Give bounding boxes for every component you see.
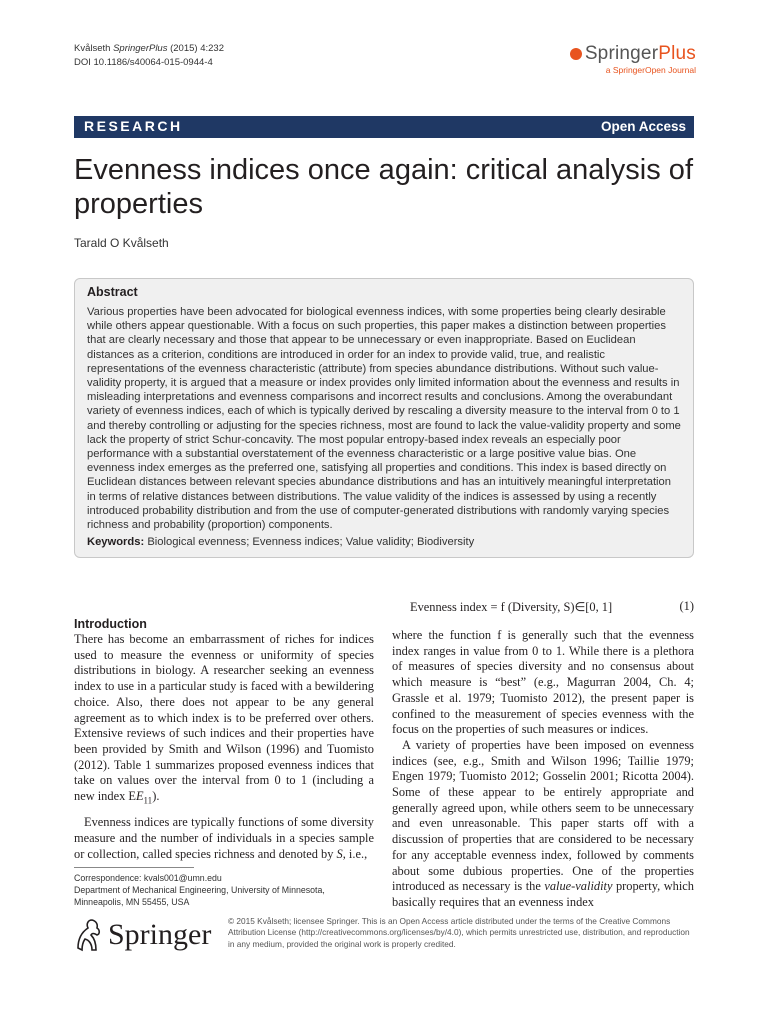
abstract-heading: Abstract <box>87 285 138 299</box>
intro-p2-text: Evenness indices are typically functions of some diversity measure and the number of individuals in a species sample or collection, called species richness and denoted by <box>74 815 374 861</box>
intro-p1-end: ). <box>152 789 160 804</box>
logo-tagline: a SpringerOpen Journal <box>605 65 696 75</box>
citation-header <box>74 42 224 70</box>
intro-p2-end: , i.e., <box>342 846 368 861</box>
equation-number: (1) <box>679 599 694 613</box>
license-text: © 2015 Kvålseth; licensee Springer. This is an Open Access article distributed under the terms of the Creative Commons Attribution License (http://creativecommons.org/licenses/by/4.0), which permits unrestricted use, distribution, and reproduction in any medium, provided the original work is properly credited. <box>228 916 690 949</box>
article-type-banner <box>74 116 694 138</box>
col2-p2-italic: value-validity <box>544 879 613 894</box>
col2-paragraph-1: where the function f is generally such that the evenness index ranges in value from 0 to 1. While there is a plethora of measures of species diversity and no consensus about which measure is “best” (e.g., Magurran 2004, Ch. 4; Grassle et al. 1979; Tuomisto 2012), the present paper is confined to the measurement of species evenness with the focus on the properties of such measures or indices. <box>392 628 694 737</box>
year-volume: (2015) 4:232 <box>170 43 224 54</box>
correspondence-dept: Department of Mechanical Engineering, University of Minnesota, <box>74 885 325 895</box>
logo-springer: Springer <box>584 43 659 64</box>
abstract-box <box>74 278 694 558</box>
intro-p2-var: S <box>336 846 343 861</box>
open-access-label: Open Access <box>600 119 686 134</box>
intro-paragraph-2 <box>74 815 374 862</box>
doi: DOI 10.1186/s40064-015-0944-4 <box>74 57 213 68</box>
intro-p1-text: There has become an embarrassment of riches for indices used to measure the evenness or uniformity of species distributions in biology. A researcher seeking an evenness index to use in a particular study is faced with a bewildering choice. Also, there does not appear to be any general agreement as to which index is to be preferred over others. Extensive reviews of such indices and their properties have been provided by Smith and Wilson (1996) and Tuomisto (2012). Table 1 summarizes proposed evenness indices that take on values over the interval from 0 to 1 (including a new index E <box>74 632 374 804</box>
intro-heading: Introduction <box>74 617 147 631</box>
keywords-list: Biological evenness; Evenness indices; Value validity; Biodiversity <box>147 536 475 549</box>
intro-p1-sub: 11 <box>143 795 153 806</box>
journal-name: SpringerPlus <box>113 43 168 54</box>
springerplus-logo <box>570 44 696 76</box>
springer-logo <box>74 918 211 952</box>
correspondence <box>74 867 374 908</box>
keywords-label: Keywords: <box>87 536 145 549</box>
col2-paragraph-2 <box>392 738 694 911</box>
correspondence-email: Correspondence: kvals001@umn.edu <box>74 873 222 883</box>
keywords <box>87 535 681 549</box>
article-title: Evenness indices once again: critical analysis of properties <box>74 154 693 220</box>
intro-paragraph-1: There has become an embarrassment of riches for indices used to measure the evenness or uniformity of species distributions in biology. A researcher seeking an evenness index to use in a particular study is faced with a bewildering choice. Also, there does not appear to be any general agreement as to which index is to be preferred over others. Extensive reviews of such indices and their properties have been provided by Smith and Wilson (1996) and Tuomisto (2012). Table 1 summarizes proposed evenness indices that take on values over the interval from 0 to 1 (including a new index $EE_{11}$). <box>74 632 374 806</box>
article-author: Tarald O Kvålseth <box>74 236 169 250</box>
equation-text: Evenness index = f (Diversity, S)∈[0, 1] <box>410 600 613 614</box>
left-column <box>74 616 374 862</box>
springer-horse-icon <box>74 918 102 952</box>
springer-wordmark: Springer <box>108 918 212 951</box>
correspondence-rule <box>74 867 194 868</box>
col2-p2-end: property, which basically requires that an evenness index <box>392 879 695 909</box>
author-short: Kvålseth <box>74 43 111 54</box>
equation-1 <box>410 599 694 615</box>
right-column <box>392 628 694 911</box>
col2-p2-text: A variety of properties have been imposed on evenness indices (see, e.g., Smith and Wilson 1996; Taillie 1979; Engen 1979; Tuomisto 2012; Gosselin 2001; Ricotta 2004). Some of these appear to be entirely appropriate and generally agreed upon, while others seem to be unnecessary and even unreasonable. This paper starts off with a discussion of properties that are considered to be necessary for any acceptable evenness index, followed by comments about some dubious properties. One of the properties introduced as necessary is the <box>392 737 694 894</box>
abstract-text: Various properties have been advocated for biological evenness indices, with some properties being clearly desirable while others appear questionable. With a focus on such properties, this paper makes a distinction between properties that are clearly necessary and those that appear to be unnecessary or even inappropriate. Based on Euclidean distances as a criterion, conditions are introduced in order for an index to provide valid, true, and realistic representations of the evenness characteristic (attribute) from species abundance distributions. Without such value-validity property, it is argued that a measure or index provides only limited information about the evenness and results in misleading interpretations and evenness comparisons and incorrect results and conclusions. Among the overabundant variety of evenness indices, each of which is typically derived by rescaling a diversity measure to the interval from 0 to 1 and thereby controlling or adjusting for the species richness, most are found to lack the value-validity property and some lack the property of strict Schur-concavity. The most popular entropy-based index reveals an especially poor performance with a substantial overstatement of the evenness characteristic or a large positive value bias. One evenness index emerges as the preferred one, satisfying all properties and conditions. This index is based directly on Euclidean distances between relevant species abundance distributions and has an intuitively meaningful interpretation in terms of relative distances between distributions. The value validity of the indices is assessed by using a recently introduced probability distribution and from the use of computer-generated distributions with randomly varying species richness and probability (proportion) components. <box>87 306 681 532</box>
correspondence-address: Minneapolis, MN 55455, USA <box>74 897 190 907</box>
article-type: RESEARCH <box>84 118 183 134</box>
logo-plus: Plus <box>658 43 696 64</box>
springer-dot-icon <box>570 48 582 60</box>
